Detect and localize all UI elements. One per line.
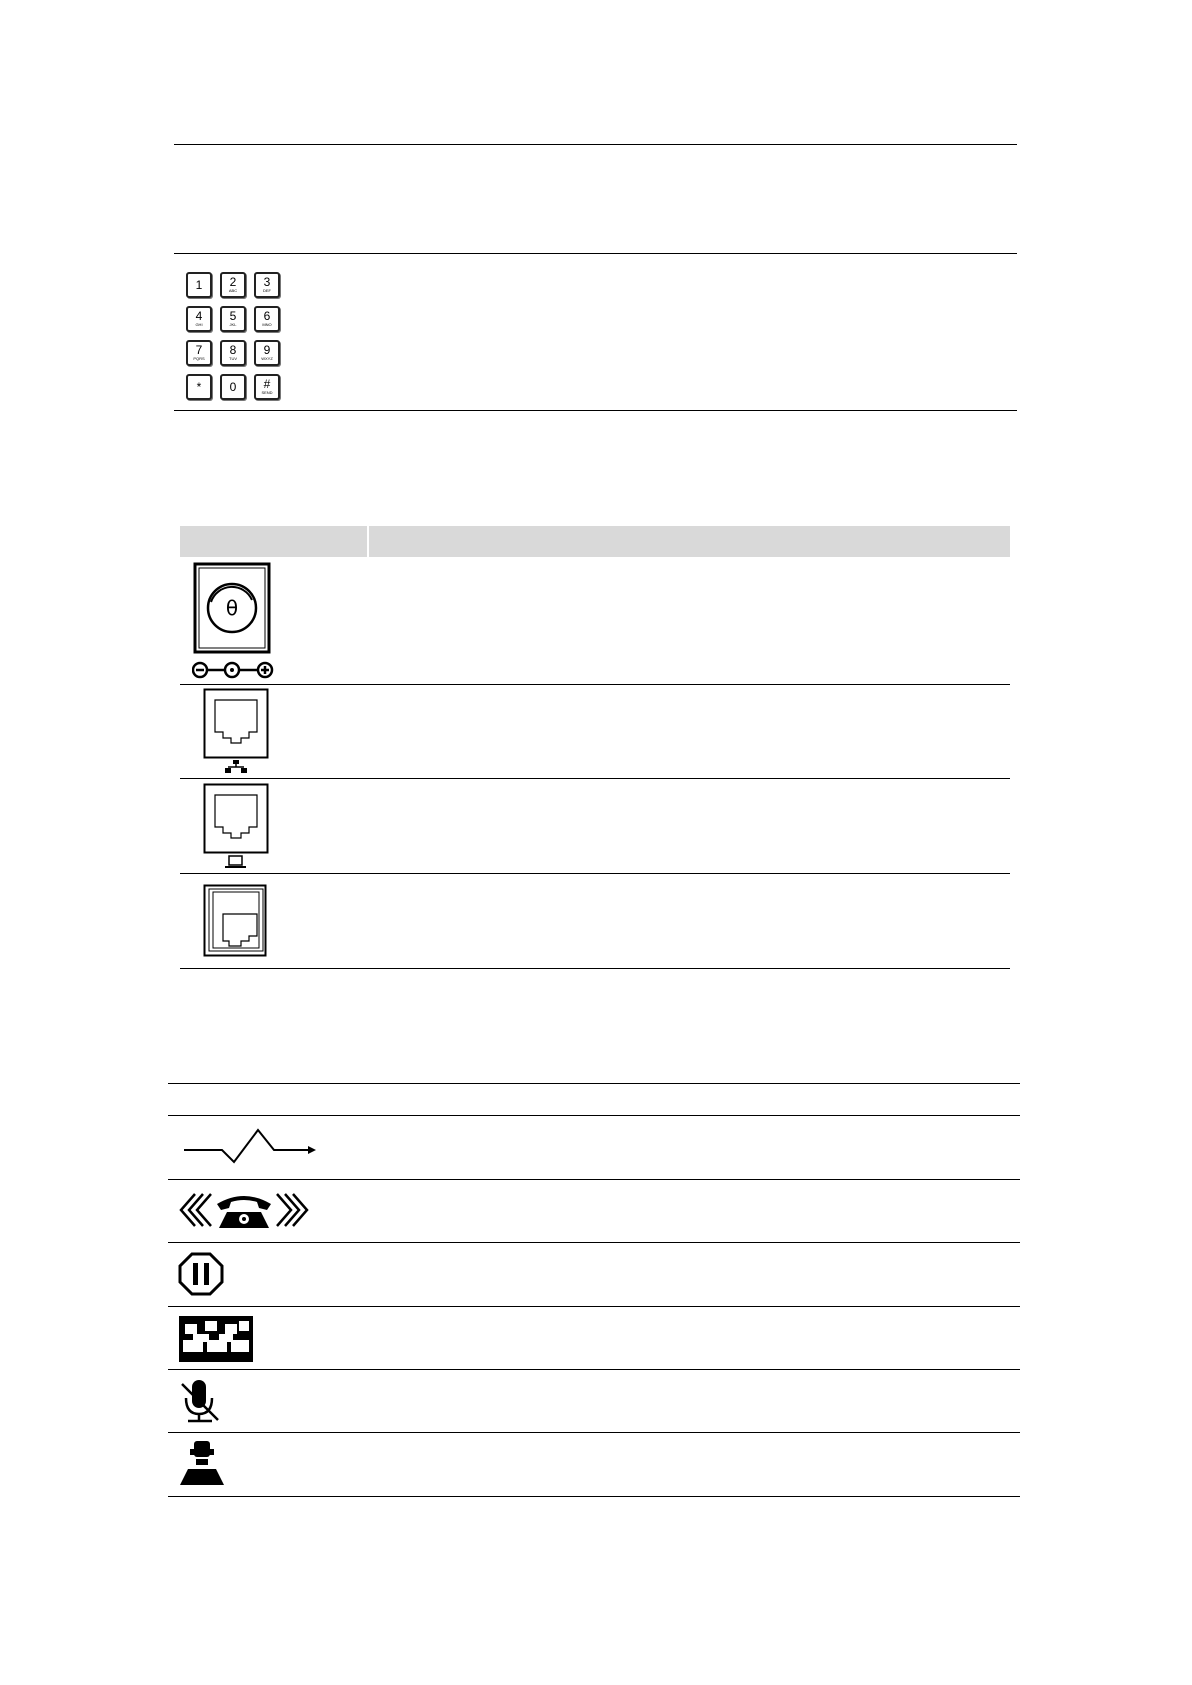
keypad-key[interactable]	[254, 340, 280, 366]
keypad-key[interactable]	[186, 374, 212, 400]
keypad-digit: 4	[195, 309, 203, 323]
contact-icon	[180, 1441, 224, 1487]
port-row-divider	[180, 778, 1010, 779]
ringing-phone-icon	[177, 1190, 311, 1230]
keypad-digit: 3	[263, 275, 271, 289]
keypad-key[interactable]	[220, 340, 246, 366]
keypad-key[interactable]	[186, 272, 212, 298]
keypad-digit: 6	[263, 309, 271, 323]
status-row-divider	[168, 1432, 1020, 1433]
svg-text:θ: θ	[225, 596, 239, 620]
keypad-letters: SEND	[261, 390, 273, 395]
keypad-key[interactable]	[254, 306, 280, 332]
keypad-key[interactable]	[186, 340, 212, 366]
keypad-digit: 9	[263, 343, 271, 357]
status-table-header-bottom	[168, 1115, 1020, 1116]
keypad-key[interactable]	[186, 306, 212, 332]
status-row-divider	[168, 1179, 1020, 1180]
power-jack-icon	[192, 562, 278, 680]
port-row-divider	[180, 873, 1010, 874]
keypad-letters: ABC	[228, 288, 238, 293]
line-signal-icon	[182, 1126, 316, 1166]
keypad-digit: 0	[229, 379, 237, 394]
keypad-digit: #	[263, 377, 271, 391]
port-table-header	[180, 526, 1010, 557]
keypad-letters: GHI	[195, 322, 203, 327]
keypad-letters: DEF	[263, 288, 271, 293]
status-row-divider	[168, 1306, 1020, 1307]
mute-icon	[178, 1378, 224, 1424]
status-table-bottom	[168, 1496, 1020, 1497]
keypad-letters: JKL	[229, 322, 237, 327]
status-row-divider	[168, 1369, 1020, 1370]
keypad-key[interactable]	[254, 272, 280, 298]
keypad-key[interactable]	[220, 374, 246, 400]
pc-port-icon	[203, 783, 269, 871]
port-table-bottom	[180, 968, 1010, 969]
keypad-letters: PQRS	[193, 356, 205, 361]
port-table-header-divider	[367, 526, 369, 557]
status-row-divider	[168, 1242, 1020, 1243]
conference-icon	[179, 1316, 253, 1362]
rule-keypad-bottom	[174, 410, 1017, 411]
status-table-top	[168, 1083, 1020, 1084]
keypad-digit: *	[196, 379, 202, 394]
keypad-key[interactable]	[254, 374, 280, 400]
keypad-letters: MNO	[262, 322, 272, 327]
port-row-divider	[180, 684, 1010, 685]
keypad-digit: 8	[229, 343, 237, 357]
keypad-digit: 2	[229, 275, 237, 289]
keypad-key[interactable]	[220, 272, 246, 298]
rule-keypad-top	[174, 253, 1017, 254]
keypad-letters: TUV	[229, 356, 237, 361]
keypad-digit: 5	[229, 309, 237, 323]
handset-port-icon	[203, 884, 269, 958]
keypad-letters: WXYZ	[261, 356, 273, 361]
network-port-icon	[203, 688, 269, 776]
keypad-digit: 1	[195, 277, 203, 292]
keypad-digit: 7	[195, 343, 203, 357]
keypad	[186, 272, 280, 400]
hold-icon	[178, 1252, 224, 1296]
rule-top	[174, 144, 1017, 145]
keypad-key[interactable]	[220, 306, 246, 332]
